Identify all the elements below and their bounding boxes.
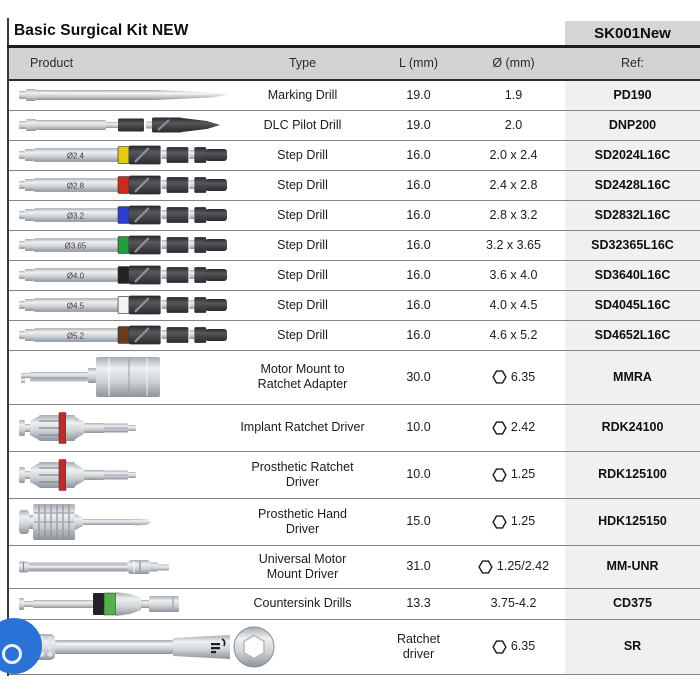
product-image-cell	[9, 231, 230, 260]
ref-cell: SD4045L16C	[565, 291, 700, 320]
length-cell: 10.0	[406, 467, 431, 482]
column-header-ref: Ref:	[621, 56, 644, 70]
table-row	[9, 291, 700, 321]
table-row	[9, 499, 700, 546]
product-image-cell	[9, 351, 230, 404]
diameter-cell	[462, 351, 565, 404]
ref-cell: PD190	[565, 81, 700, 110]
diameter-value: 2.0	[504, 117, 523, 132]
ref-cell: SD32365L16C	[565, 231, 700, 260]
length-cell: 16.0	[406, 267, 431, 282]
diameter-cell	[462, 546, 565, 588]
hex-socket-icon	[492, 640, 507, 654]
length-cell: 19.0	[406, 87, 431, 102]
ref-cell: MM-UNR	[565, 546, 700, 588]
type-cell: DLC Pilot Drill	[263, 117, 342, 132]
length-cell: 16.0	[406, 177, 431, 192]
diameter-cell	[462, 201, 565, 230]
diameter-value: 6.35	[510, 369, 536, 384]
table-row	[9, 546, 700, 589]
type-cell: Universal Motor Mount Driver	[258, 551, 347, 581]
product-image-cell	[9, 321, 230, 350]
diameter-cell	[462, 321, 565, 350]
ref-cell: DNP200	[565, 111, 700, 140]
svg-text:Ø4.5: Ø4.5	[66, 301, 85, 311]
svg-text:Ø2.8: Ø2.8	[66, 181, 85, 191]
diameter-value: 4.0 x 4.5	[489, 297, 538, 312]
diameter-value: 3.2 x 3.65	[486, 237, 541, 252]
diameter-value: 1.25/2.42	[496, 559, 550, 574]
column-header-type: Type	[288, 56, 317, 70]
diameter-value: 1.25	[510, 514, 536, 529]
page-title: Basic Surgical Kit NEW	[14, 22, 189, 39]
length-cell: 16.0	[406, 327, 431, 342]
ref-cell: MMRA	[565, 351, 700, 404]
type-cell: Step Drill	[277, 267, 328, 282]
diameter-cell	[462, 291, 565, 320]
column-header-diameter: Ø (mm)	[492, 56, 535, 70]
ref-cell: SD3640L16C	[565, 261, 700, 290]
diameter-cell	[462, 620, 565, 674]
step-product-image	[17, 292, 230, 318]
table-header-row	[9, 48, 700, 81]
product-image-cell	[9, 405, 230, 451]
ref-cell: SD2024L16C	[565, 141, 700, 170]
diameter-cell	[462, 231, 565, 260]
type-cell: Prosthetic Ratchet Driver	[251, 459, 354, 489]
product-image-cell	[9, 499, 230, 545]
product-image-cell	[9, 141, 230, 170]
marking-product-image	[17, 83, 230, 107]
diameter-cell	[462, 589, 565, 619]
diameter-cell	[462, 499, 565, 545]
step-product-image	[17, 202, 230, 228]
ref-cell: SD2832L16C	[565, 201, 700, 230]
diameter-cell	[462, 405, 565, 451]
type-cell: Marking Drill	[267, 87, 338, 102]
table-row	[9, 231, 700, 261]
ref-cell: RDK24100	[565, 405, 700, 451]
widget-icon	[2, 644, 22, 664]
torque-product-image	[17, 624, 327, 670]
diameter-value: 3.6 x 4.0	[489, 267, 538, 282]
svg-text:Ø2.4: Ø2.4	[66, 151, 85, 161]
diameter-value: 4.6 x 5.2	[489, 327, 538, 342]
svg-text:Ø3.2: Ø3.2	[66, 211, 85, 221]
length-cell: 10.0	[406, 420, 431, 435]
svg-text:Ø5.2: Ø5.2	[66, 331, 85, 341]
diameter-value: 2.4 x 2.8	[489, 177, 538, 192]
rdriver-product-image	[17, 406, 142, 450]
table-row	[9, 141, 700, 171]
product-image-cell	[9, 111, 230, 140]
table-row	[9, 452, 700, 499]
ref-cell: CD375	[565, 589, 700, 619]
table-row	[9, 81, 700, 111]
diameter-cell	[462, 111, 565, 140]
length-cell: 19.0	[406, 117, 431, 132]
table-row	[9, 405, 700, 452]
diameter-value: 2.42	[510, 420, 536, 435]
product-image-cell	[9, 589, 230, 619]
diameter-value: 2.0 x 2.4	[489, 147, 538, 162]
length-cell: 16.0	[406, 237, 431, 252]
type-cell: Step Drill	[277, 147, 328, 162]
hex-socket-icon	[492, 421, 507, 435]
type-cell: Motor Mount to Ratchet Adapter	[257, 362, 348, 391]
adapter-product-image	[17, 354, 167, 400]
pilot-product-image	[17, 113, 227, 137]
product-image-cell	[9, 620, 375, 674]
ref-cell: RDK125100	[565, 452, 700, 498]
table-row	[9, 321, 700, 351]
type-cell: Step Drill	[277, 237, 328, 252]
ref-cell: SD4652L16C	[565, 321, 700, 350]
table-row	[9, 261, 700, 291]
step-product-image	[17, 322, 230, 348]
length-cell: 16.0	[406, 207, 431, 222]
table-row	[9, 171, 700, 201]
type-cell: Step Drill	[277, 177, 328, 192]
table-row	[9, 620, 700, 675]
product-image-cell	[9, 546, 230, 588]
svg-text:Ø4.0: Ø4.0	[66, 271, 85, 281]
hex-socket-icon	[478, 560, 493, 574]
svg-text:Ø3.65: Ø3.65	[64, 241, 87, 251]
step-product-image	[17, 172, 230, 198]
diameter-value: 3.75-4.2	[490, 596, 537, 611]
hex-socket-icon	[492, 468, 507, 482]
ref-cell: HDK125150	[565, 499, 700, 545]
hex-socket-icon	[492, 515, 507, 529]
hand-product-image	[17, 501, 157, 543]
step-product-image	[17, 142, 230, 168]
diameter-cell	[462, 261, 565, 290]
diameter-value: 1.25	[510, 467, 536, 482]
kit-ref-badge: SK001New	[565, 21, 700, 45]
ref-cell: SR	[565, 620, 700, 674]
length-cell: 16.0	[406, 147, 431, 162]
diameter-cell	[462, 141, 565, 170]
rdriver-product-image	[17, 453, 142, 497]
table-body	[9, 81, 700, 675]
universal-product-image	[17, 556, 172, 578]
table-row	[9, 111, 700, 141]
product-image-cell	[9, 171, 230, 200]
ref-cell: SD2428L16C	[565, 171, 700, 200]
type-cell: Prosthetic Hand Driver	[258, 506, 347, 536]
type-cell: Countersink Drills	[253, 596, 352, 611]
diameter-cell	[462, 452, 565, 498]
product-image-cell	[9, 452, 230, 498]
type-cell: Step Drill	[277, 207, 328, 222]
step-product-image	[17, 232, 230, 258]
diameter-value: 6.35	[510, 639, 536, 654]
step-product-image	[17, 262, 230, 288]
product-image-cell	[9, 81, 230, 110]
diameter-value: 1.9	[504, 87, 523, 102]
table-row	[9, 201, 700, 231]
product-image-cell	[9, 201, 230, 230]
hex-socket-icon	[492, 370, 507, 384]
product-image-cell	[9, 291, 230, 320]
length-cell: 31.0	[406, 559, 431, 574]
length-cell: 13.3	[406, 596, 431, 611]
type-cell: Step Drill	[277, 297, 328, 312]
diameter-cell	[462, 171, 565, 200]
length-cell: 16.0	[406, 297, 431, 312]
type-cell: Implant Ratchet Driver	[240, 420, 365, 435]
type-cell: Step Drill	[277, 327, 328, 342]
diameter-cell	[462, 81, 565, 110]
length-cell: 15.0	[406, 514, 431, 529]
countersink-product-image	[17, 590, 187, 618]
table-row	[9, 351, 700, 405]
table-row	[9, 589, 700, 620]
product-image-cell	[9, 261, 230, 290]
column-header-length: L (mm)	[398, 56, 439, 70]
length-cell: 30.0	[406, 369, 431, 384]
diameter-value: 2.8 x 3.2	[489, 207, 538, 222]
type-cell: Ratchet driver	[396, 631, 441, 661]
column-header-product: Product	[30, 56, 74, 70]
